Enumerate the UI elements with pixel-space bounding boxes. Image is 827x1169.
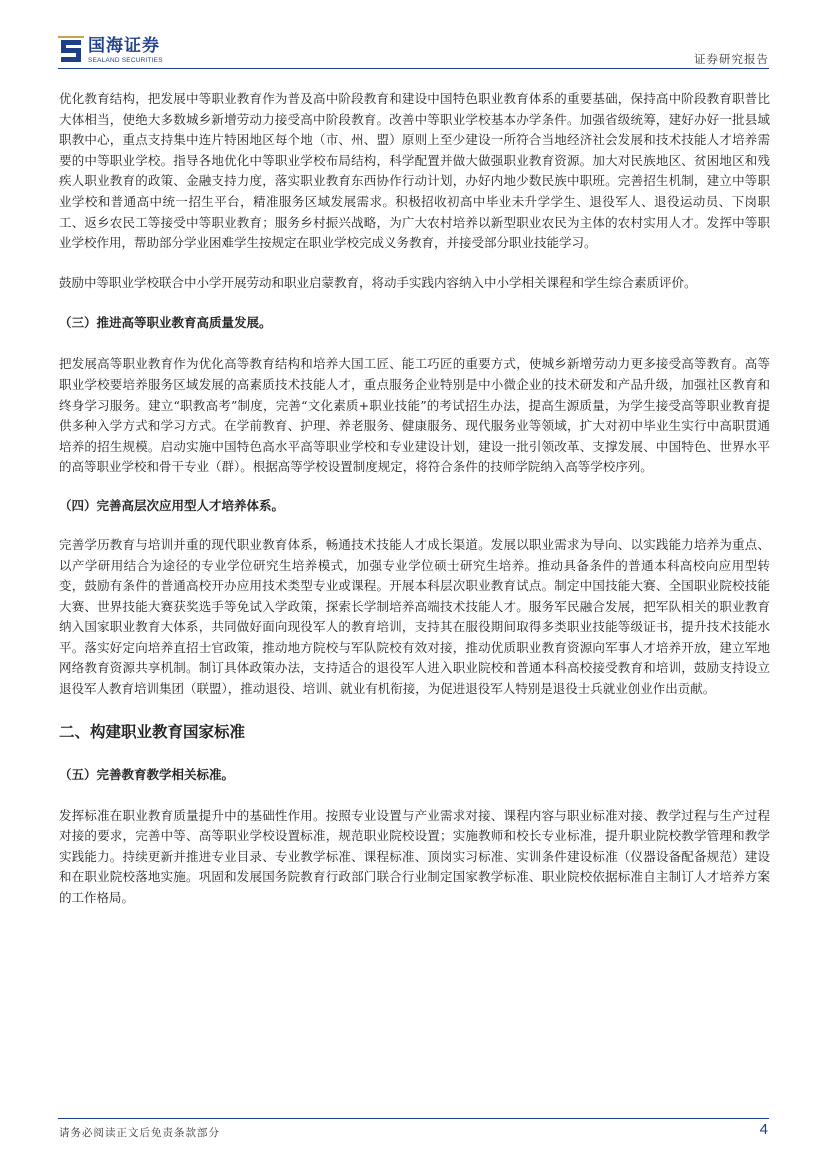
company-logo: [58, 34, 163, 68]
page-number: 4: [759, 1121, 768, 1138]
subheading-3: （三）推进高等职业教育高质量发展。: [59, 315, 272, 331]
logo-chinese-name: 国海证券: [88, 35, 160, 56]
paragraph-labor-enlightenment: 鼓励中等职业学校联合中小学开展劳动和职业启蒙教育，将动手实践内容纳入中小学相关课程和学生综合素质评价。: [59, 274, 697, 290]
paragraph-applied-talent-system: 完善学历教育与培训并重的现代职业教育体系，畅通技术技能人才成长渠道。发展以职业需求为导向、以实践能力培养为重点、以产学研用结合为途径的专业学位研究生培养模式，加强专业学位硕士研究生培养。推动具备条件的普通本科高校向应用型转变，鼓励有条件的普通高校开办应用技术类型专业或课程。开展本科层次职业教育试点。制定中国技能大赛、全国职业院校技能大赛、世界技能大赛获奖选手等免试入学政策，探索长学制培养高端技术技能人才。服务军民融合发展，把军队相关的职业教育纳入国家职业教育大体系，共同做好面向现役军人的教育培训，支持其在服役期间取得多类职业技能等级证书，提升技术技能水平。落实好定向培养直招士官政策，推动地方院校与军队院校有效对接，推动优质职业教育资源向军事人才培养开放，建立军地网络教育资源共享机制。制订具体政策办法，支持适合的退役军人进入职业院校和普通本科高校接受教育和培训，鼓励支持设立退役军人教育培训集团（联盟），推动退役、培训、就业有机衔接，为促进退役军人特别是退役士兵就业创业作出贡献。: [59, 536, 770, 697]
section-heading-2: 二、构建职业教育国家标准: [59, 722, 246, 741]
paragraph-teaching-standards: 发挥标准在职业教育质量提升中的基础性作用。按照专业设置与产业需求对接、课程内容与职业标准对接、教学过程与生产过程对接的要求，完善中等、高等职业学校设置标准，规范职业院校设置；实施教师和校长专业标准，提升职业院校教学管理和教学实践能力。持续更新并推进专业目录、专业教学标准、课程标准、顶岗实习标准、实训条件建设标准（仪器设备配备规范）建设和在职业院校落地实施。巩固和发展国务院教育行政部门联合行业制定国家教学标准、职业院校依据标准自主制订人才培养方案的工作格局。: [59, 807, 770, 906]
footer-divider: [58, 1118, 769, 1119]
logo-english-name: SEALAND SECURITIES: [88, 56, 163, 64]
report-type-label: 证券研究报告: [694, 52, 769, 66]
header-divider: [58, 68, 769, 69]
sealand-logo-icon: [58, 36, 84, 66]
document-body: [59, 89, 770, 909]
subheading-5: （五）完善教育教学相关标准。: [59, 766, 235, 782]
subheading-4: （四）完善高层次应用型人才培养体系。: [59, 497, 285, 513]
disclaimer-notice: 请务必阅读正文后免责条款部分: [59, 1127, 220, 1139]
paragraph-secondary-vocational-structure: 优化教育结构，把发展中等职业教育作为普及高中阶段教育和建设中国特色职业教育体系的重要基础，保持高中阶段教育职普比大体相当，使绝大多数城乡新增劳动力接受高中阶段教育。改善中等职业学校基本办学条件。加强省级统筹，建好办好一批县域职教中心，重点支持集中连片特困地区每个地（市、州、盟）原则上至少建设一所符合当地经济社会发展和技术技能人才培养需要的中等职业学校。指导各地优化中等职业学校布局结构，科学配置并做大做强职业教育资源。加大对民族地区、贫困地区和残疾人职业教育的政策、金融支持力度，落实职业教育东西协作行动计划，办好内地少数民族中职班。完善招生机制，建立中等职业学校和普通高中统一招生平台，精准服务区域发展需求。积极招收初高中毕业未升学学生、退役军人、退役运动员、下岗职工、返乡农民工等接受中等职业教育；服务乡村振兴战略，为广大农村培养以新型职业农民为主体的农村实用人才。发挥中等职业学校作用，帮助部分学业困难学生按规定在职业学校完成义务教育，并接受部分职业技能学习。: [59, 91, 770, 251]
paragraph-higher-vocational: 把发展高等职业教育作为优化高等教育结构和培养大国工匠、能工巧匠的重要方式，使城乡新增劳动力更多接受高等教育。高等职业学校要培养服务区域发展的高素质技术技能人才，重点服务企业特别是中小微企业的技术研发和产品升级，加强社区教育和终身学习服务。建立“职教高考”制度，完善“文化素质+职业技能”的考试招生办法，提高生源质量，为学生接受高等职业教育提供多种入学方式和学习方式。在学前教育、护理、养老服务、健康服务、现代服务业等领域，扩大对初中毕业生实行中高职贯通培养的招生规模。启动实施中国特色高水平高等职业学校和专业建设计划，建设一批引领改革、支撑发展、中国特色、世界水平的高等职业学校和骨干专业（群）。根据高等学校设置制度规定，将符合条件的技师学院纳入高等学校序列。: [59, 356, 770, 475]
